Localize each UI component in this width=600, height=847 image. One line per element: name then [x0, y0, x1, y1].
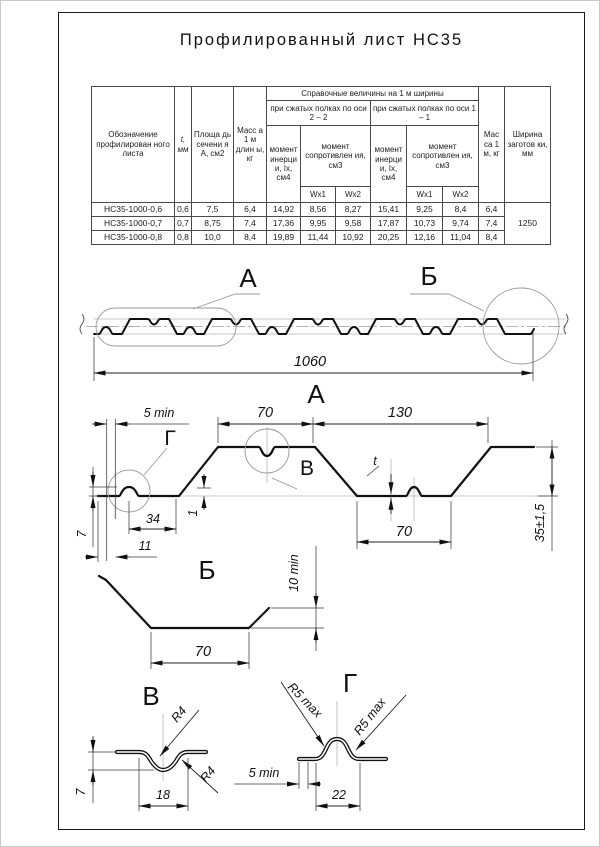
- callout-a-leader: [193, 294, 260, 309]
- callout-b-leader: [410, 294, 484, 311]
- svg-text:R5 max: R5 max: [351, 695, 389, 738]
- data-cell: 6,4: [234, 203, 267, 217]
- callout-g-label: Г: [164, 427, 176, 450]
- profile-section: [98, 447, 534, 496]
- svg-text:R4: R4: [168, 703, 190, 726]
- data-cell: 8,4: [479, 231, 505, 245]
- dim-34: [129, 499, 176, 534]
- data-cell: 15,41: [371, 203, 407, 217]
- dim-1: [186, 474, 211, 516]
- detail-b-title: Б: [198, 555, 216, 585]
- data-cell: 10,92: [336, 231, 371, 245]
- data-cell: 7,4: [234, 217, 267, 231]
- dim-top-flange-70: [218, 405, 313, 443]
- data-cell: 8,4: [443, 203, 479, 217]
- data-cell: 20,25: [371, 231, 407, 245]
- dim-r5-left: [281, 680, 325, 746]
- header-blank-width: Ширина заготов ки, мм: [505, 87, 551, 203]
- svg-text:70: 70: [194, 644, 212, 660]
- header-inertia-1: момент инерци и, Ix, см4: [371, 126, 407, 203]
- profile-drawings: [58, 251, 585, 829]
- dim-r5-right: [351, 695, 406, 750]
- dim-18: [139, 758, 188, 811]
- dim-thickness-t: [367, 454, 391, 514]
- data-cell: 19,89: [267, 231, 301, 245]
- detail-v-view: [74, 681, 218, 811]
- data-cell: 0,8: [175, 231, 192, 245]
- data-cell: 11,44: [301, 231, 336, 245]
- header-mass: Мас са 1 м, кг: [479, 87, 505, 203]
- callout-v-leader: [272, 478, 297, 489]
- header-area: Площа дь сечени я А, см2: [192, 87, 234, 203]
- callout-g-leader: [144, 448, 167, 475]
- data-cell: 14,92: [267, 203, 301, 217]
- header-resistance-1: момент сопротивлен ия, см3: [407, 126, 479, 187]
- data-cell: 17,87: [371, 217, 407, 231]
- svg-text:34: 34: [146, 512, 160, 526]
- dim-5min: [234, 762, 321, 789]
- svg-text:1: 1: [186, 509, 200, 517]
- callout-v-label: В: [299, 457, 315, 480]
- dim-7: [74, 736, 154, 803]
- table-row: [92, 217, 551, 231]
- header-wx1: Wx1: [407, 187, 443, 203]
- svg-text:R5 max: R5 max: [284, 679, 325, 721]
- data-cell: 10,0: [192, 231, 234, 245]
- callout-a-label: А: [239, 263, 257, 293]
- row-designation: НС35-1000-0,7: [92, 217, 175, 231]
- data-cell: 17,36: [267, 217, 301, 231]
- dim-r4-upper: [160, 704, 199, 756]
- profile-end-section: [99, 576, 269, 628]
- dim-10min: [251, 546, 324, 651]
- dim-22: [316, 763, 360, 811]
- svg-text:7: 7: [74, 788, 88, 796]
- detail-v-title: В: [142, 681, 160, 711]
- header-wx1: Wx1: [301, 187, 336, 203]
- table-header-row: [92, 87, 551, 101]
- data-cell: 8,75: [192, 217, 234, 231]
- data-cell: 11,04: [443, 231, 479, 245]
- header-wx2: Wx2: [443, 187, 479, 203]
- detail-g-view: [234, 668, 406, 811]
- svg-text:5 min: 5 min: [143, 406, 175, 420]
- data-cell: 8,27: [336, 203, 371, 217]
- detail-b-region: [483, 288, 559, 364]
- dim-bump-height-7: [75, 467, 117, 547]
- overview-view: [80, 261, 568, 381]
- blank-width-cell: 1250: [505, 203, 551, 245]
- dim-70: [151, 632, 249, 669]
- svg-text:R4: R4: [197, 763, 219, 786]
- dim-r4-lower: [182, 760, 218, 793]
- svg-text:5 min: 5 min: [248, 766, 280, 780]
- data-cell: 6,4: [479, 203, 505, 217]
- dim-height-35: [533, 440, 558, 551]
- dim-overall-width: [94, 332, 533, 381]
- header-mass-length: Масс а 1 м длин ы, кг: [234, 87, 267, 203]
- svg-text:11: 11: [138, 539, 152, 553]
- header-thickness: t, мм: [175, 87, 192, 203]
- data-cell: 9,74: [443, 217, 479, 231]
- header-axis-1-1: при сжатых полках по оси 1 – 1: [371, 101, 479, 126]
- svg-text:70: 70: [395, 524, 413, 540]
- data-cell: 7,4: [479, 217, 505, 231]
- svg-text:t: t: [373, 454, 377, 468]
- row-designation: НС35-1000-0,8: [92, 231, 175, 245]
- data-cell: 0,6: [175, 203, 192, 217]
- data-cell: 7,5: [192, 203, 234, 217]
- row-designation: НС35-1000-0,6: [92, 203, 175, 217]
- detail-b-view: [99, 546, 324, 669]
- data-cell: 9,95: [301, 217, 336, 231]
- header-inertia-2: момент инерци и, Ix, см4: [267, 126, 301, 203]
- header-designation: Обозначение профилирован ного листа: [92, 87, 175, 203]
- data-cell: 10,73: [407, 217, 443, 231]
- data-cell: 0,7: [175, 217, 192, 231]
- svg-text:18: 18: [156, 788, 170, 802]
- dim-bottom-flange-70: [357, 501, 451, 549]
- page-title: Профилированный лист НС35: [179, 31, 464, 49]
- header-reference-group: Справочные величины на 1 м ширины: [267, 87, 479, 101]
- detail-a-region: [96, 308, 236, 346]
- header-resistance-2: момент сопротивлен ия, см3: [301, 126, 371, 187]
- svg-text:7: 7: [75, 530, 89, 538]
- svg-text:70: 70: [256, 405, 274, 421]
- dim-130: [313, 405, 488, 443]
- data-cell: 9,58: [336, 217, 371, 231]
- data-cell: 9,25: [407, 203, 443, 217]
- data-cell: 8,56: [301, 203, 336, 217]
- break-mark-left: [80, 314, 84, 334]
- table-row: [92, 203, 551, 217]
- data-cell: 12,16: [407, 231, 443, 245]
- data-cell: 8,4: [234, 231, 267, 245]
- callout-b-label: Б: [420, 261, 438, 291]
- detail-a-title: А: [307, 379, 325, 409]
- header-axis-2-2: при сжатых полках по оси 2 – 2: [267, 101, 371, 126]
- break-mark-right: [564, 314, 568, 334]
- detail-a-view: [75, 379, 558, 562]
- header-wx2: Wx2: [336, 187, 371, 203]
- dim-1060-text: 1060: [293, 354, 327, 370]
- spec-table: [91, 86, 551, 245]
- table-row: [92, 231, 551, 245]
- svg-text:130: 130: [387, 405, 413, 421]
- detail-g-title: Г: [342, 668, 358, 698]
- svg-text:22: 22: [332, 788, 346, 802]
- svg-text:35±1,5: 35±1,5: [533, 503, 547, 543]
- svg-text:10 min: 10 min: [287, 554, 301, 592]
